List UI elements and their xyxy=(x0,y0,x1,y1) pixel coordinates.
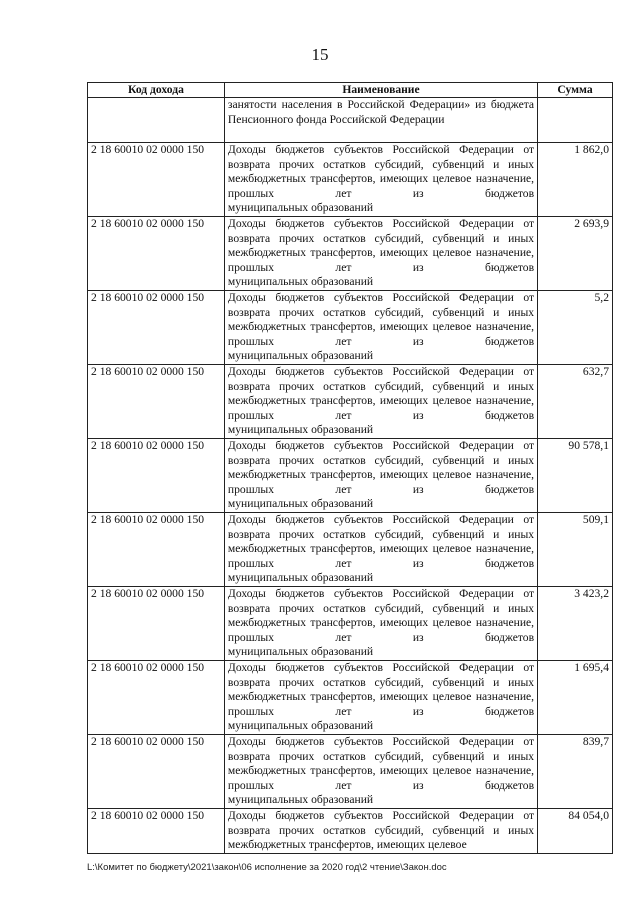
cell-name xyxy=(224,291,537,365)
cell-name-text: Доходы бюджетов субъектов Российской Федерации от возврата прочих остатков субсидий, субвенций и иных межбюджетных трансфертов, имеющих целевое назначение, прошлых лет из бюджетов xyxy=(227,661,535,718)
cell-name-text-end: муниципальных образований xyxy=(227,719,374,733)
cell-name-text-end: муниципальных образований xyxy=(227,497,374,511)
cell-code: 2 18 60010 02 0000 150 xyxy=(88,143,225,217)
table-row xyxy=(88,143,613,217)
cell-name-text: Доходы бюджетов субъектов Российской Федерации от возврата прочих остатков субсидий, субвенций и иных межбюджетных трансфертов, имеющих целевое назначение, прошлых лет из бюджетов xyxy=(227,143,535,200)
cell-code: 2 18 60010 02 0000 150 xyxy=(88,735,225,809)
cell-sum: 1 695,4 xyxy=(538,661,613,735)
cell-code: 2 18 60010 02 0000 150 xyxy=(88,809,225,854)
cell-sum: 1 862,0 xyxy=(538,143,613,217)
cell-name-text: Доходы бюджетов субъектов Российской Федерации от возврата прочих остатков субсидий, субвенций и иных межбюджетных трансфертов, имеющих целевое назначение, прошлых лет из бюджетов xyxy=(227,217,535,274)
cell-name-text: Доходы бюджетов субъектов Российской Федерации от возврата прочих остатков субсидий, субвенций и иных межбюджетных трансфертов, имеющих целевое назначение, прошлых лет из бюджетов xyxy=(227,439,535,496)
cell-name-text: Доходы бюджетов субъектов Российской Федерации от возврата прочих остатков субсидий, субвенций и иных межбюджетных трансфертов, имеющих целевое назначение, прошлых лет из бюджетов xyxy=(227,365,535,422)
table-row xyxy=(88,661,613,735)
cell-sum: 839,7 xyxy=(538,735,613,809)
cell-name-text: Доходы бюджетов субъектов Российской Федерации от возврата прочих остатков субсидий, субвенций и иных межбюджетных трансфертов, имеющих целевое назначение, прошлых лет из бюджетов xyxy=(227,587,535,644)
table-row xyxy=(88,587,613,661)
cell-name-text-end: муниципальных образований xyxy=(227,275,374,289)
cell-sum: 3 423,2 xyxy=(538,587,613,661)
cell-code: 2 18 60010 02 0000 150 xyxy=(88,291,225,365)
cell-sum: 632,7 xyxy=(538,365,613,439)
table-row xyxy=(88,365,613,439)
table-row xyxy=(88,217,613,291)
cell-name xyxy=(224,439,537,513)
cell-sum: 509,1 xyxy=(538,513,613,587)
cell-name xyxy=(224,587,537,661)
file-path-footer: L:\Комитет по бюджету\2021\закон\06 исполнение за 2020 год\2 чтение\Закон.doc xyxy=(87,862,447,873)
header-name: Наименование xyxy=(224,83,537,98)
cell-code xyxy=(88,98,225,143)
cell-code: 2 18 60010 02 0000 150 xyxy=(88,587,225,661)
cell-code: 2 18 60010 02 0000 150 xyxy=(88,365,225,439)
cell-code: 2 18 60010 02 0000 150 xyxy=(88,217,225,291)
cell-name-text-end: муниципальных образований xyxy=(227,349,374,363)
cell-name: занятости населения в Российской Федерации» из бюджета Пенсионного фонда Российской Федерации xyxy=(224,98,537,143)
cell-name xyxy=(224,217,537,291)
cell-name xyxy=(224,735,537,809)
cell-code: 2 18 60010 02 0000 150 xyxy=(88,661,225,735)
page-number: 15 xyxy=(311,45,329,64)
cell-sum: 90 578,1 xyxy=(538,439,613,513)
cell-name-text-end: муниципальных образований xyxy=(227,793,374,807)
header-sum: Сумма xyxy=(538,83,613,98)
cell-name-text: Доходы бюджетов субъектов Российской Федерации от возврата прочих остатков субсидий, субвенций и иных межбюджетных трансфертов, имеющих целевое назначение, прошлых лет из бюджетов xyxy=(227,291,535,348)
table-row xyxy=(88,735,613,809)
cell-name xyxy=(224,143,537,217)
cell-name-text: Доходы бюджетов субъектов Российской Федерации от возврата прочих остатков субсидий, субвенций и иных межбюджетных трансфертов, имеющих целевое назначение, прошлых лет из бюджетов xyxy=(227,513,535,570)
table-row xyxy=(88,291,613,365)
header-code: Код дохода xyxy=(88,83,225,98)
cell-name xyxy=(224,365,537,439)
cell-name-text-end: муниципальных образований xyxy=(227,645,374,659)
revenue-table xyxy=(87,82,613,854)
cell-sum: 84 054,0 xyxy=(538,809,613,854)
table-row xyxy=(88,513,613,587)
cell-code: 2 18 60010 02 0000 150 xyxy=(88,513,225,587)
cell-name-text: Доходы бюджетов субъектов Российской Федерации от возврата прочих остатков субсидий, субвенций и иных межбюджетных трансфертов, имеющих целевое назначение, прошлых лет из бюджетов xyxy=(227,735,535,792)
cell-name-text-end: муниципальных образований xyxy=(227,571,374,585)
cell-name-text-end: муниципальных образований xyxy=(227,423,374,437)
cell-sum: 2 693,9 xyxy=(538,217,613,291)
table-header-row xyxy=(88,83,613,98)
table-row xyxy=(88,809,613,854)
cell-name xyxy=(224,661,537,735)
cell-sum xyxy=(538,98,613,143)
cell-name-text-end: муниципальных образований xyxy=(227,201,374,215)
table-row-continuation xyxy=(88,98,613,143)
cell-code: 2 18 60010 02 0000 150 xyxy=(88,439,225,513)
table-row xyxy=(88,439,613,513)
cell-sum: 5,2 xyxy=(538,291,613,365)
cell-name: Доходы бюджетов субъектов Российской Федерации от возврата прочих остатков субсидий, субвенций и иных межбюджетных трансфертов, имеющих целевое xyxy=(224,809,537,854)
cell-name xyxy=(224,513,537,587)
